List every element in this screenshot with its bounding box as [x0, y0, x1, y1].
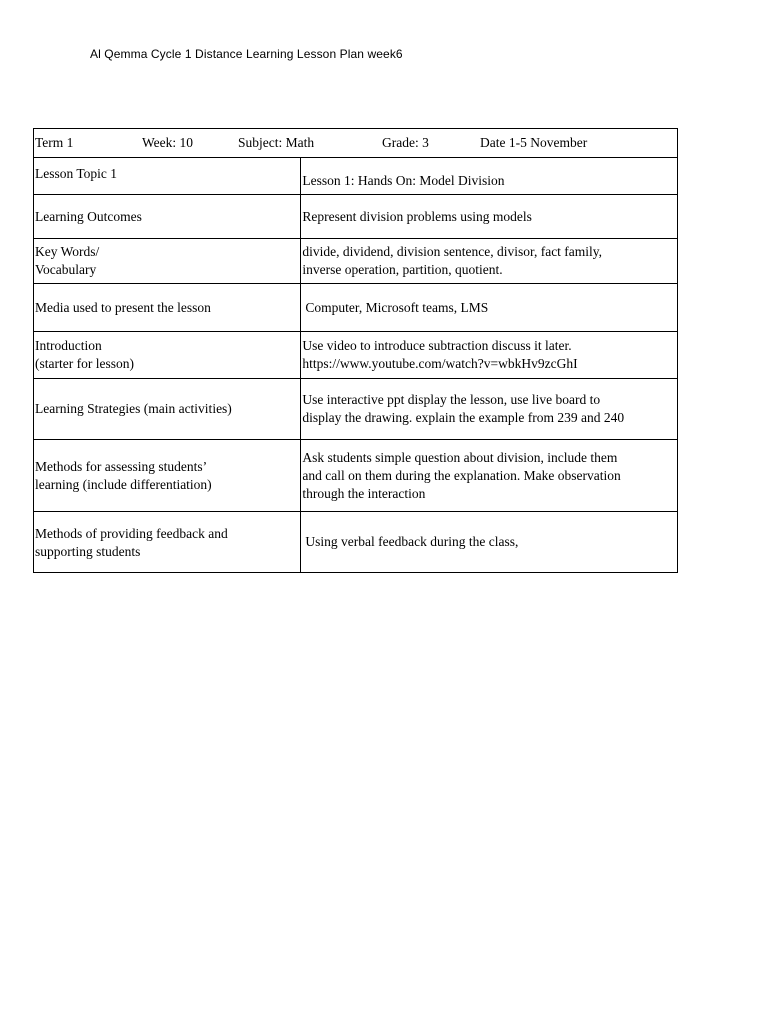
learning-outcomes-value: Represent division problems using models — [301, 195, 678, 239]
lesson-topic-value: Lesson 1: Hands On: Model Division — [301, 158, 678, 195]
introduction-value: Use video to introduce subtraction discuss it later. https://www.youtube.com/watch?v=wbkHv9zcGhI — [301, 332, 678, 379]
table-row-feedback — [34, 512, 678, 573]
learning-strategies-value: Use interactive ppt display the lesson, use live board to display the drawing. explain the example from 239 and 240 — [301, 379, 678, 440]
subject-field: Subject: Math — [238, 135, 315, 150]
learning-strategies-label: Learning Strategies (main activities) — [34, 379, 301, 440]
table-row-introduction — [34, 332, 678, 379]
date-field: Date 1-5 November — [480, 135, 588, 150]
lesson-topic-label: Lesson Topic 1 — [34, 158, 301, 195]
table-row-learning-strategies — [34, 379, 678, 440]
introduction-label: Introduction (starter for lesson) — [34, 332, 301, 379]
key-words-value: divide, dividend, division sentence, divisor, fact family, inverse operation, partition, quotient. — [301, 239, 678, 284]
learning-outcomes-label: Learning Outcomes — [34, 195, 301, 239]
week-field: Week: 10 — [142, 135, 194, 150]
term-field: Term 1 — [35, 135, 74, 150]
media-label: Media used to present the lesson — [34, 284, 301, 332]
lesson-plan-table — [33, 128, 678, 573]
assessment-value: Ask students simple question about division, include them and call on them during the explanation. Make observation through the interaction — [301, 440, 678, 512]
table-row-media — [34, 284, 678, 332]
feedback-value: Using verbal feedback during the class, — [301, 512, 678, 573]
table-row-key-words — [34, 239, 678, 284]
header-cell — [34, 129, 678, 158]
assessment-label: Methods for assessing students’ learning (include differentiation) — [34, 440, 301, 512]
grade-field: Grade: 3 — [382, 135, 429, 150]
document-title: Al Qemma Cycle 1 Distance Learning Lesson Plan week6 — [90, 47, 403, 61]
key-words-label: Key Words/ Vocabulary — [34, 239, 301, 284]
header-row — [34, 129, 678, 158]
media-value: Computer, Microsoft teams, LMS — [301, 284, 678, 332]
table-row-lesson-topic — [34, 158, 678, 195]
feedback-label: Methods of providing feedback and supporting students — [34, 512, 301, 573]
table-row-learning-outcomes — [34, 195, 678, 239]
table-row-assessment — [34, 440, 678, 512]
